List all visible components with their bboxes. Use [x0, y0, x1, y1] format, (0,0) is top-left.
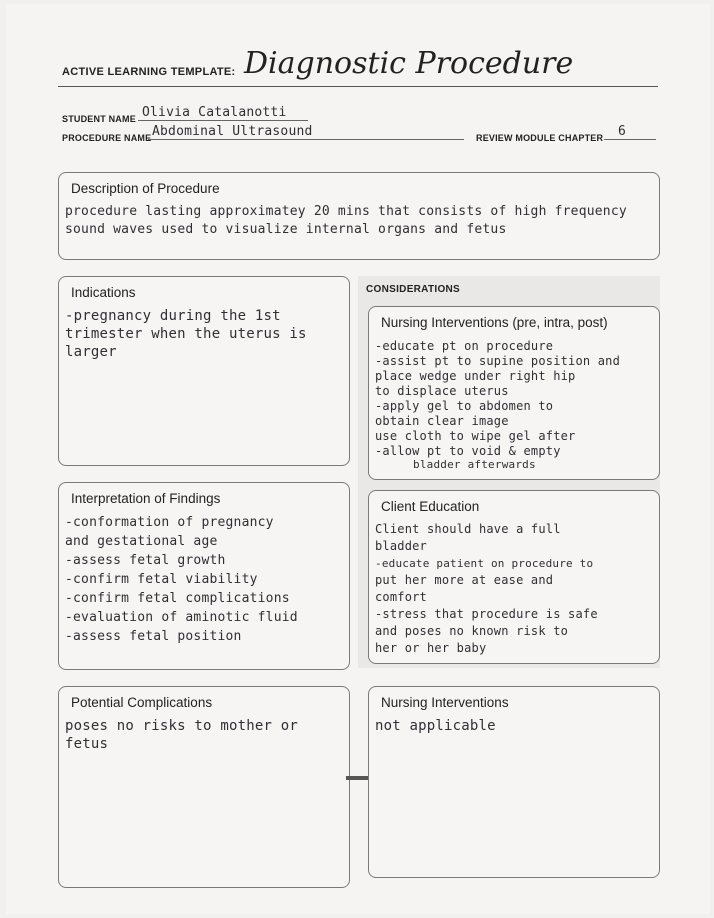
indications-line: -pregnancy during the 1st [65, 308, 281, 324]
interpretation-line: -evaluation of aminotic fluid [65, 610, 298, 625]
procedure-name-label: PROCEDURE NAME [62, 133, 152, 143]
nursing-interventions-box[interactable] [368, 686, 660, 878]
indications-box[interactable] [58, 276, 350, 466]
potential-complications-line: fetus [65, 736, 109, 752]
template-label: ACTIVE LEARNING TEMPLATE: [62, 66, 236, 78]
ni-ppp-line: obtain clear image [375, 414, 509, 428]
potential-complications-text [65, 717, 343, 753]
interpretation-text [65, 513, 343, 646]
client-education-line: bladder [375, 539, 427, 553]
nursing-interventions-line: not applicable [375, 718, 496, 734]
indications-heading: Indications [71, 285, 136, 300]
ni-ppp-line: place wedge under right hip [375, 369, 576, 383]
potential-complications-heading: Potential Complications [71, 695, 213, 710]
ni-ppp-line: -allow pt to void & empty [375, 444, 561, 458]
client-education-line: -educate patient on procedure to [375, 557, 594, 570]
indications-line: trimester when the uterus is [65, 326, 307, 342]
procedure-name-value: Abdominal Ultrasound [152, 124, 313, 139]
interpretation-line: -assess fetal position [65, 629, 242, 644]
template-header [58, 42, 658, 87]
nursing-interventions-heading: Nursing Interventions [381, 695, 509, 710]
description-heading: Description of Procedure [71, 181, 220, 196]
nursing-interventions-text [375, 717, 653, 735]
interpretation-line: and gestational age [65, 534, 218, 549]
description-box[interactable] [58, 172, 660, 260]
ni-ppp-line: -assist pt to supine position and [375, 354, 621, 368]
client-education-line: her or her baby [375, 641, 487, 655]
interpretation-line: -confirm fetal viability [65, 572, 258, 587]
nursing-interventions-ppp-heading: Nursing Interventions (pre, intra, post) [381, 315, 608, 330]
review-module-field[interactable] [604, 123, 656, 140]
nursing-interventions-ppp-text [375, 339, 653, 470]
student-name-field[interactable] [138, 104, 308, 121]
review-module-value: 6 [618, 124, 627, 139]
student-name-label: STUDENT NAME [62, 114, 136, 124]
client-education-line: -stress that procedure is safe [375, 607, 598, 621]
client-education-line: comfort [375, 590, 427, 604]
ni-ppp-line: bladder afterwards [413, 458, 536, 471]
client-education-line: put her more at ease and [375, 573, 554, 587]
ni-ppp-line: to displace uterus [375, 384, 509, 398]
interpretation-line: -confirm fetal complications [65, 591, 290, 606]
potential-complications-line: poses no risks to mother or [65, 718, 298, 734]
client-education-line: and poses no known risk to [375, 624, 569, 638]
procedure-name-field[interactable] [148, 123, 464, 140]
description-line: procedure lasting approximatey 20 mins that consists of high frequency [65, 204, 627, 219]
page-title: Diagnostic Procedure [244, 46, 574, 81]
potential-complications-box[interactable] [58, 686, 350, 888]
interpretation-line: -conformation of pregnancy [65, 515, 274, 530]
description-line: sound waves used to visualize internal organs and fetus [65, 222, 507, 237]
ni-ppp-line: -apply gel to abdomen to [375, 399, 554, 413]
ni-ppp-line: use cloth to wipe gel after [375, 429, 576, 443]
indications-text [65, 307, 343, 361]
ni-ppp-line: -educate pt on procedure [375, 339, 554, 353]
client-education-box[interactable] [368, 490, 660, 664]
nursing-interventions-ppp-box[interactable] [368, 306, 660, 480]
interpretation-box[interactable] [58, 482, 350, 670]
client-education-line: Client should have a full [375, 522, 561, 536]
student-name-value: Olivia Catalanotti [142, 105, 287, 120]
client-education-heading: Client Education [381, 499, 480, 514]
considerations-label: CONSIDERATIONS [366, 284, 461, 295]
interpretation-heading: Interpretation of Findings [71, 491, 221, 506]
indications-line: larger [65, 344, 117, 360]
box-connector [346, 776, 368, 780]
review-module-label: REVIEW MODULE CHAPTER [476, 133, 604, 143]
description-text [65, 203, 653, 239]
client-education-text [375, 521, 653, 657]
interpretation-line: -assess fetal growth [65, 553, 226, 568]
